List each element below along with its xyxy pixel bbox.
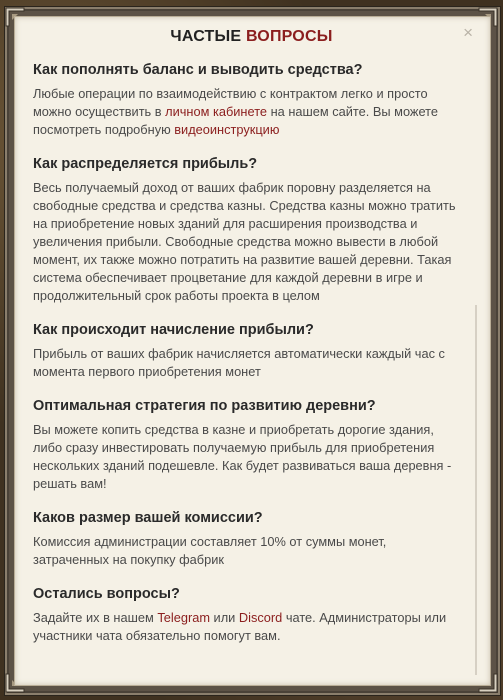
faq-question: Как происходит начисление прибыли? bbox=[33, 322, 314, 338]
answer-text: Любые операции по взаимодействию с контрактом легко и просто можно осуществить в bbox=[33, 86, 428, 119]
answer-text: на нашем сайте. Вы можете посмотреть подробную bbox=[33, 104, 439, 137]
faq-list bbox=[33, 62, 458, 662]
telegram-link[interactable]: Telegram bbox=[157, 610, 210, 625]
faq-item bbox=[33, 398, 458, 493]
personal-cabinet-link[interactable]: личном кабинете bbox=[165, 104, 268, 119]
faq-question: Каков размер вашей комиссии? bbox=[33, 510, 263, 526]
faq-item bbox=[33, 510, 458, 569]
faq-answer: Прибыль от ваших фабрик начисляется автоматически каждый час с момента первого приобретения монет bbox=[33, 346, 445, 379]
faq-item bbox=[33, 586, 458, 645]
faq-question: Оптимальная стратегия по развитию деревни? bbox=[33, 398, 376, 414]
faq-question: Как пополнять баланс и выводить средства? bbox=[33, 62, 363, 78]
video-instruction-link[interactable]: видеоинструкцию bbox=[174, 122, 280, 137]
faq-answer bbox=[33, 85, 458, 139]
close-icon[interactable]: × bbox=[463, 23, 473, 42]
title-main: ЧАСТЫЕ bbox=[170, 28, 242, 45]
answer-text: или bbox=[210, 610, 239, 625]
faq-answer: Комиссия администрации составляет 10% от суммы монет, затраченных на покупку фабрик bbox=[33, 534, 387, 567]
faq-answer: Весь получаемый доход от ваших фабрик поровну разделяется на свободные средства и средства казны. Средства казны можно тратить на приобретение новых зданий для расширения производства и увеличения прибыли. Свободные средства можно вывести в любой момент, их также можно потратить на развитие вашей деревни. Такая система обеспечивает процветание для каждой деревни в игре и продолжительный срок работы проекта в целом bbox=[33, 180, 456, 303]
faq-item bbox=[33, 322, 458, 381]
faq-answer: Вы можете копить средства в казне и приобретать дорогие здания, либо сразу инвестировать получаемую прибыль для приобретения нескольких зданий подешевле. Как будет развиваться ваша деревня - решать вам! bbox=[33, 422, 452, 491]
title-accent: ВОПРОСЫ bbox=[245, 28, 333, 45]
faq-answer bbox=[33, 609, 458, 645]
scrollbar[interactable] bbox=[475, 305, 477, 675]
answer-text: чате. Администраторы или участники чата обязательно помогут вам. bbox=[33, 610, 447, 643]
faq-item bbox=[33, 62, 458, 139]
faq-question: Как распределяется прибыль? bbox=[33, 156, 258, 172]
discord-link[interactable]: Discord bbox=[238, 610, 283, 625]
modal-title bbox=[0, 28, 503, 46]
faq-item bbox=[33, 156, 458, 305]
answer-text: Задайте их в нашем bbox=[33, 610, 158, 625]
faq-question: Остались вопросы? bbox=[33, 586, 180, 602]
